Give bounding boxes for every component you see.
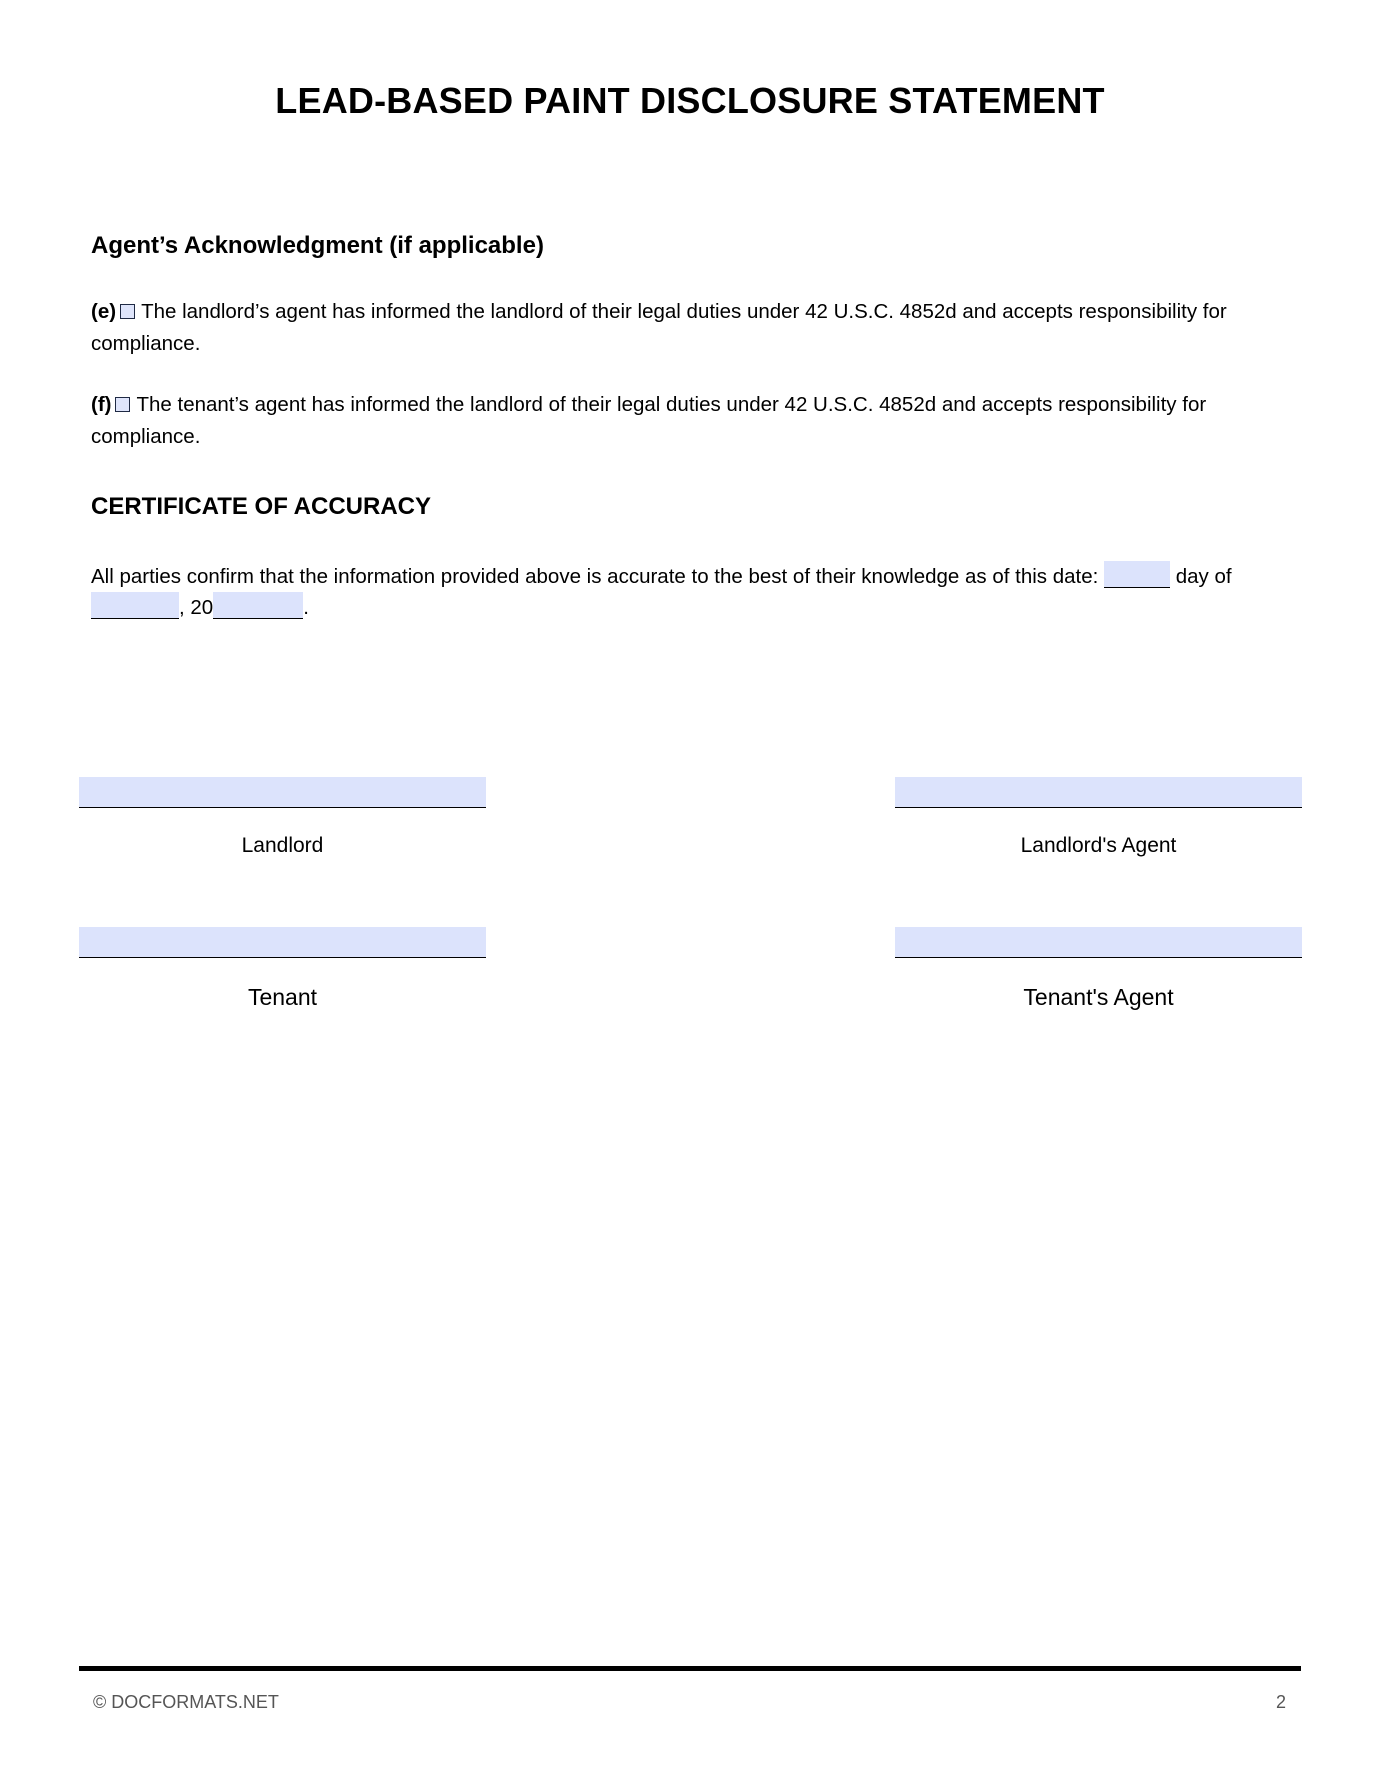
tenants-agent-signature-field[interactable] xyxy=(895,927,1302,958)
agent-item-f xyxy=(91,389,1291,453)
certificate-heading: CERTIFICATE OF ACCURACY xyxy=(91,493,431,520)
landlord-signature-field[interactable] xyxy=(79,777,486,808)
item-label: (e) xyxy=(91,300,117,323)
page-number: 2 xyxy=(1276,1692,1287,1712)
tenant-signature-field[interactable] xyxy=(79,927,486,958)
certificate-text xyxy=(91,561,1291,623)
day-field[interactable] xyxy=(1104,561,1170,588)
landlords-agent-signature-field[interactable] xyxy=(895,777,1302,808)
document-title: LEAD-BASED PAINT DISCLOSURE STATEMENT xyxy=(275,80,1105,121)
agent-acknowledgment-heading: Agent’s Acknowledgment (if applicable) xyxy=(91,232,544,259)
item-text: The landlord’s agent has informed the landlord of their legal duties under 42 U.S.C. 4852d and accepts responsibility for compliance. xyxy=(91,300,1227,355)
footer-divider xyxy=(79,1666,1301,1671)
certificate-intro: All parties confirm that the information provided above is accurate to the best of their knowledge as of this date: xyxy=(91,565,1099,588)
month-field[interactable] xyxy=(91,592,179,619)
year-field[interactable] xyxy=(213,592,303,619)
agent-item-e xyxy=(91,296,1291,360)
item-text: The tenant’s agent has informed the landlord of their legal duties under 42 U.S.C. 4852d and accepts responsibility for compliance. xyxy=(91,393,1207,448)
year-prefix: , 20 xyxy=(179,596,214,619)
landlord-label: Landlord xyxy=(241,834,324,857)
sentence-end: . xyxy=(303,596,309,619)
tenant-label: Tenant xyxy=(247,984,318,1010)
tenant-agent-checkbox[interactable] xyxy=(115,397,130,412)
day-of-text: day of xyxy=(1175,565,1232,588)
landlords-agent-label: Landlord's Agent xyxy=(1020,834,1177,857)
footer-copyright: © DOCFORMATS.NET xyxy=(93,1692,279,1712)
item-label: (f) xyxy=(91,393,112,416)
tenants-agent-label: Tenant's Agent xyxy=(1023,984,1174,1010)
landlord-agent-checkbox[interactable] xyxy=(120,304,135,319)
